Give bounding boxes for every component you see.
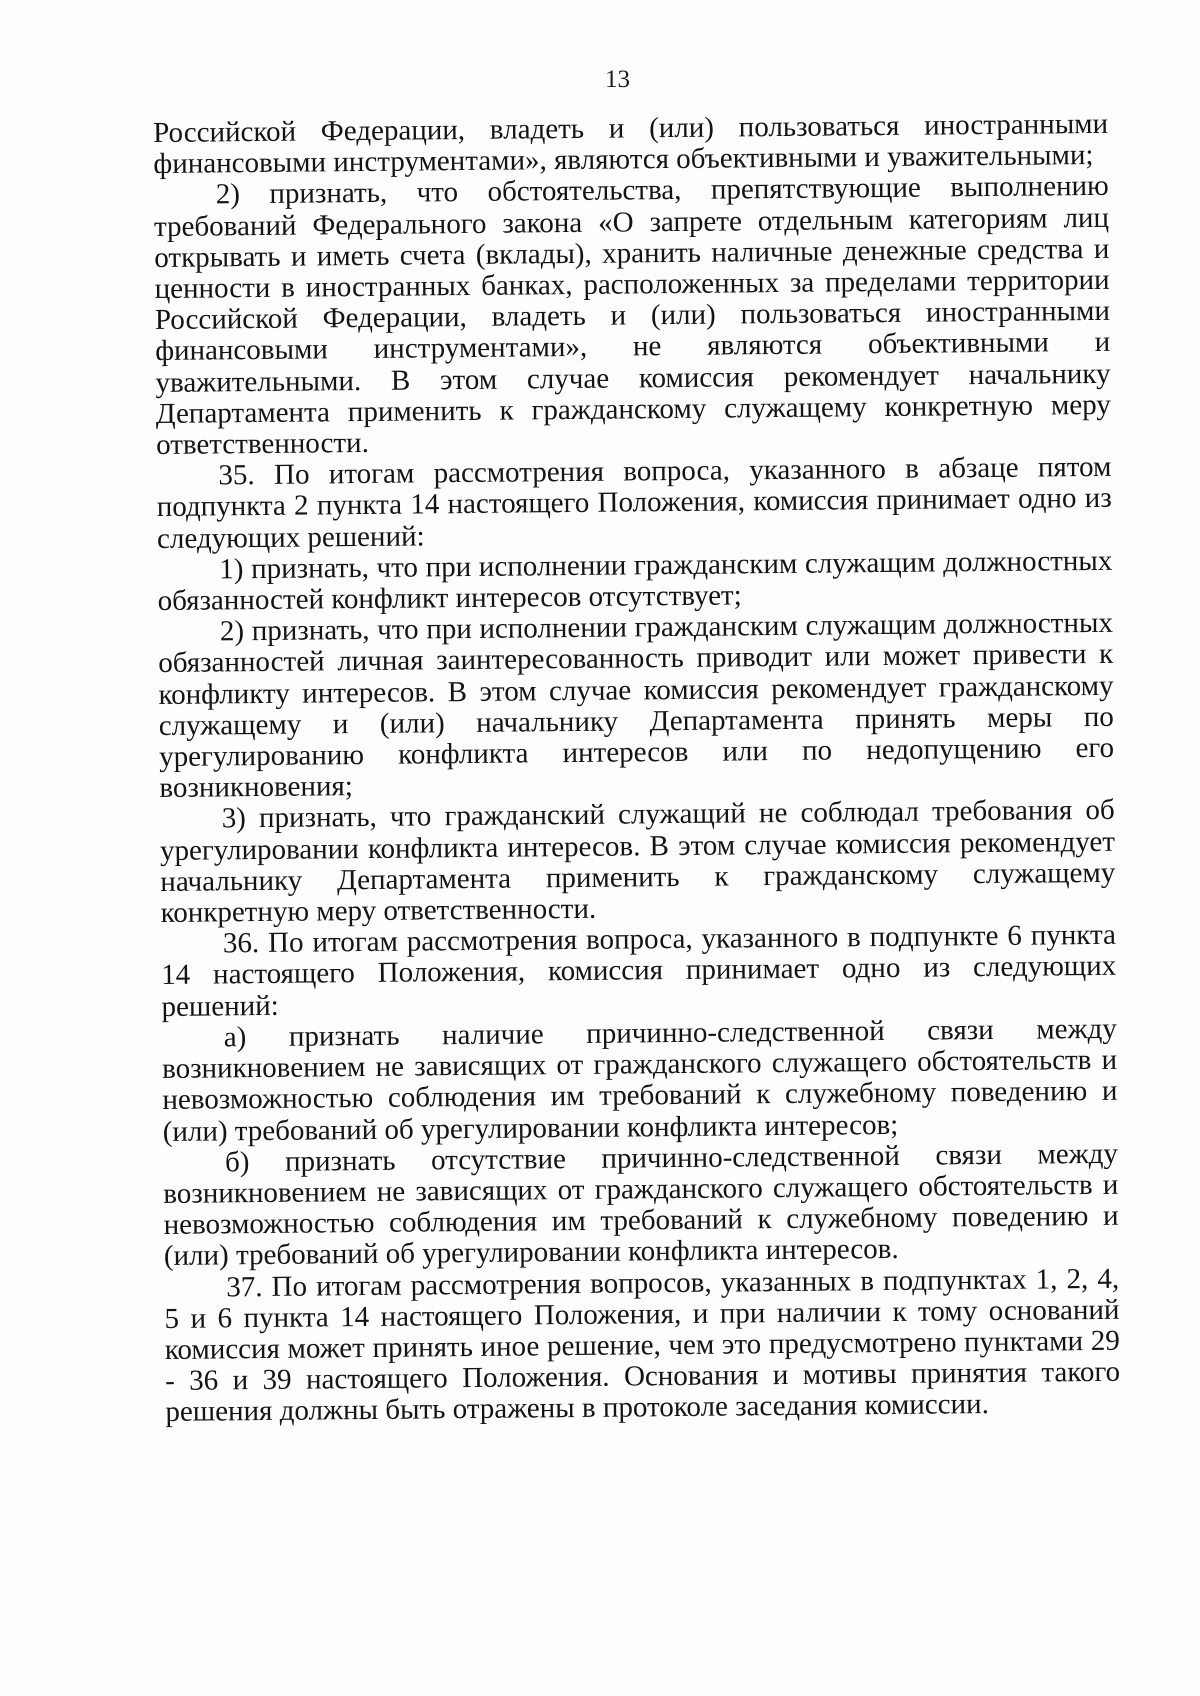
paragraph-clause-37: 37. По итогам рассмотрения вопросов, указанных в подпунктах 1, 2, 4, 5 и 6 пункта 14 настоящего Положения, и при наличии к тому оснований комиссия может принять иное решение, чем это предусмотрено пунктами 29 - 36 и 39 настоящего Положения. Основания и мотивы принятия такого решения должны быть отражены в протоколе заседания комиссии.	[164, 1262, 1121, 1429]
paragraph-subitem-2: 2) признать, что обстоятельства, препятствующие выполнению требований Федерального закона «О запрете отдельным категориям лиц открывать и иметь счета (вклады), хранить наличные денежные средства и ценности в иностранных банках, расположенных за пределами территории Российской Федерации, владеть и (или) пользоваться иностранными финансовыми инструментами», не являются объективными и уважительными. В этом случае комиссия рекомендует начальнику Департамента применить к гражданскому служащему конкретную меру ответственности.	[153, 170, 1111, 462]
paragraph-clause-35-item-2: 2) признать, что при исполнении гражданским служащим должностных обязанностей личная заинтересованность приводит или может привести к конфликту интересов. В этом случае комиссия рекомендует гражданскому служащему и (или) начальнику Департамента принять меры по урегулированию конфликта интересов или по недопущению его возникновения;	[158, 607, 1115, 805]
paragraph-clause-36-item-a: а) признать наличие причинно-следственной связи между возникновением не зависящих от гражданского служащего обстоятельств и невозможностью соблюдения им требований к служебному поведению и (или) требований об урегулировании конфликта интересов;	[161, 1012, 1118, 1148]
paragraph-clause-36-item-b: б) признать отсутствие причинно-следственной связи между возникновением не зависящих от гражданского служащего обстоятельств и невозможностью соблюдения им требований к служебному поведению и (или) требований об урегулировании конфликта интересов.	[163, 1137, 1119, 1273]
paragraph-continuation: Российской Федерации, владеть и (или) пользоваться иностранными финансовыми инструментами», являются объективными и уважительными;	[152, 107, 1109, 181]
paragraph-clause-36: 36. По итогам рассмотрения вопроса, указанного в подпункте 6 пункта 14 настоящего Положения, комиссия принимает одно из следующих решений:	[161, 919, 1117, 1023]
page-number: 13	[605, 66, 630, 93]
paragraph-clause-35-item-1: 1) признать, что при исполнении гражданским служащим должностных обязанностей конфликт интересов отсутствует;	[157, 544, 1113, 618]
paragraph-clause-35-item-3: 3) признать, что гражданский служащий не соблюдал требования об урегулировании конфликта интересов. В этом случае комиссия рекомендует начальнику Департамента применить к гражданскому служащему конкретную меру ответственности.	[159, 794, 1116, 930]
paragraph-clause-35: 35. По итогам рассмотрения вопроса, указанного в абзаце пятом подпункта 2 пункта 14 настоящего Положения, комиссия принимает одно из следующих решений:	[156, 451, 1112, 555]
document-body	[153, 109, 1121, 1429]
